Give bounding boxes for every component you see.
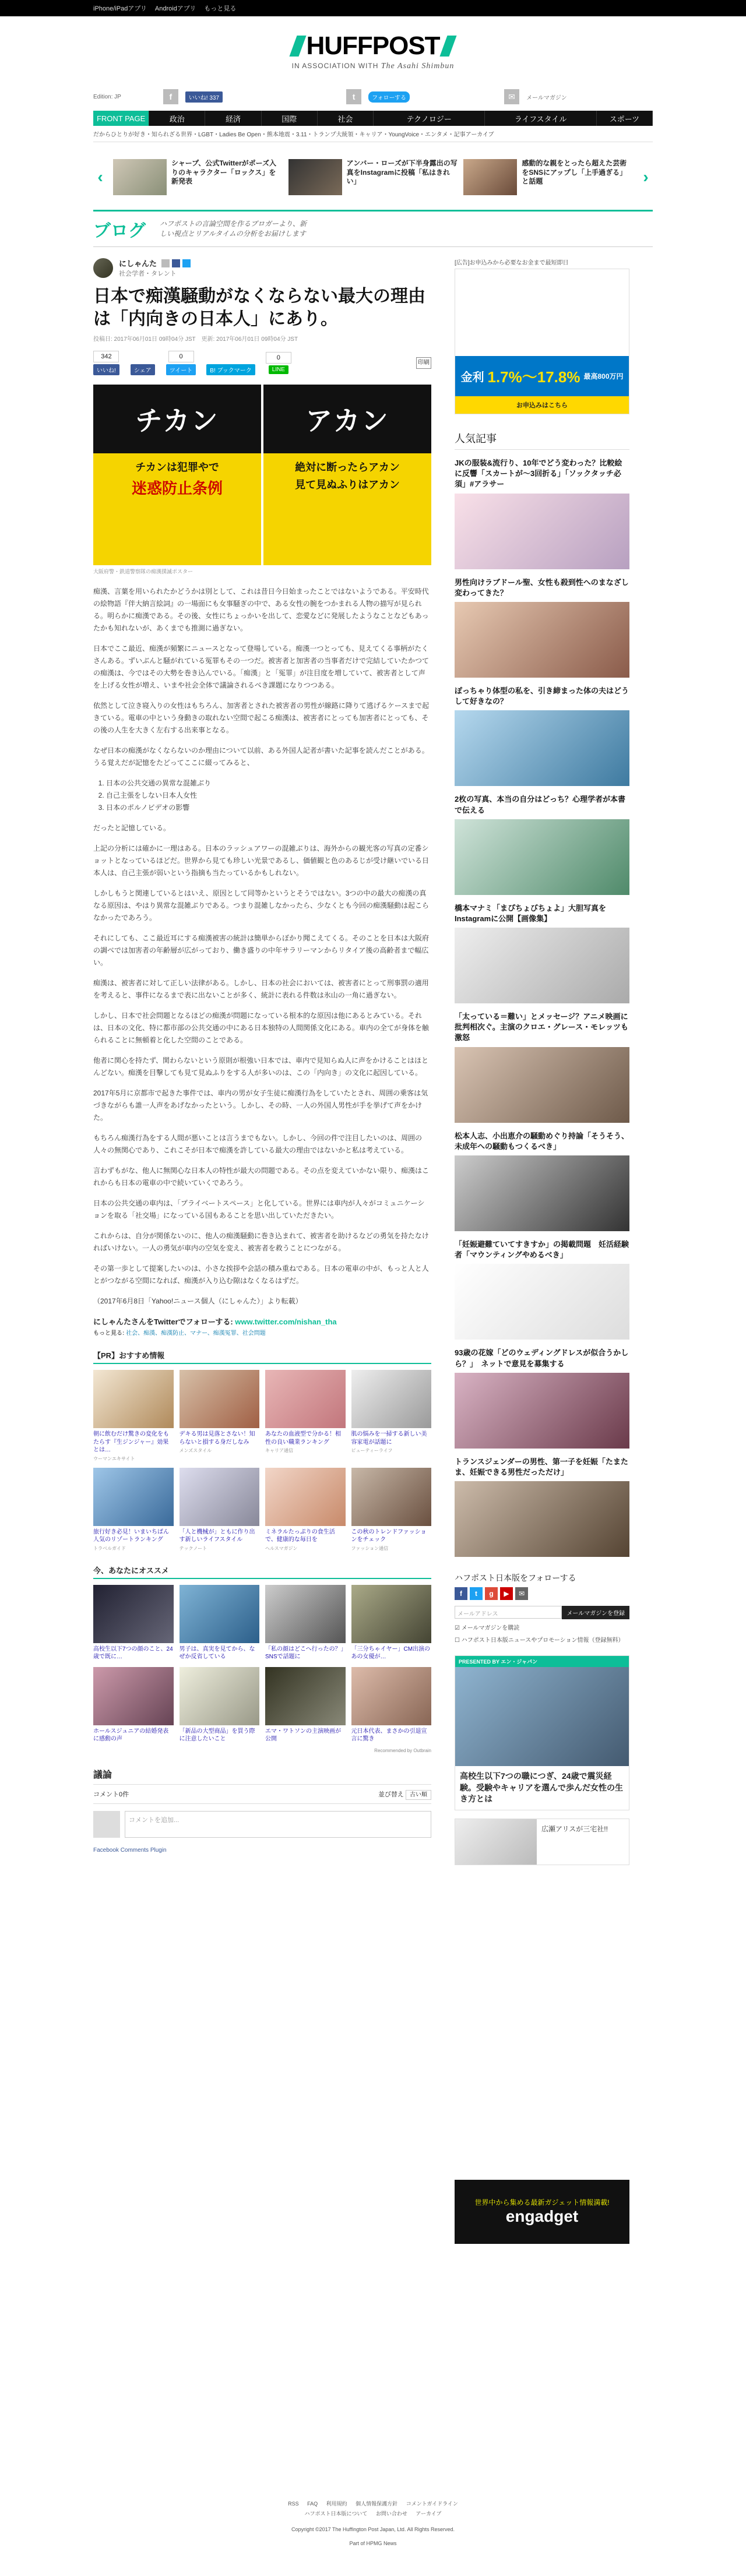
twitter-icon[interactable]: t bbox=[470, 1587, 483, 1600]
edition-label[interactable]: Edition: JP bbox=[93, 93, 121, 100]
author-avatar[interactable] bbox=[93, 258, 113, 278]
carousel-item[interactable]: 感動的な親をとったら超えた芸術をSNSにアップし「上手過ぎる」と話題 bbox=[463, 159, 633, 195]
body-paragraph: 2017年5月に京都市で起きた事件では、車内の男が女子生徒に痴漢行為をしていたとされ、周囲の乗客は気づきながらも誰一人声をあげなかったという。しかし、その時、一人の外国人男性が手を挙げて声をかけた。 bbox=[93, 1089, 428, 1122]
presented-box[interactable]: PRESENTED BY エン・ジャパン 高校生以下7つの職につぎ、24歳で震災経験。受験やキャリアを選んで歩んだ女性の生き方とは bbox=[455, 1655, 629, 1810]
footer-link[interactable]: 個人情報保護方針 bbox=[356, 2501, 398, 2507]
popular-item[interactable]: 橋本マナミ「まぴちょびちょよ」大胆写真をInstagramに公開【画像集】 bbox=[455, 903, 629, 1003]
footer-link[interactable]: お問い合わせ bbox=[375, 2511, 407, 2517]
footer-link[interactable]: RSS bbox=[288, 2501, 299, 2507]
popular-title: 人気記事 bbox=[455, 431, 629, 450]
body-paragraph: 日本でここ最近、痴漢が頻繁にニュースとなって登場している。痴漢一つとっても、見えてくる事柄がたくさんある。ずいぶんと騒がれている冤罪もその一つだ。被害者と加害者の当事者だけで完結していたかつての痴漢は、今ではその大勢を巻き込んでいる。「痴漢」と「冤罪」が注目度を増していて、被害者として声を上げる女性が増え、いまや社会全体で議論されるべき課題になりつつある。 bbox=[93, 644, 430, 689]
body-paragraph: だったと記憶している。 bbox=[93, 824, 171, 832]
line-count: 0 bbox=[266, 352, 291, 364]
author-twitter-icon[interactable] bbox=[182, 259, 191, 267]
author-follow-line: にしゃんたさんをTwitterでフォローする: www.twitter.com/nishan_tha bbox=[93, 1317, 337, 1326]
pr-tile[interactable]: 朝に飲むだけ驚きの変化をもたらす『生ジンジャー』効果とは… ウーマンエキサイト bbox=[93, 1370, 174, 1462]
body-paragraph: その第一歩として提案したいのは、小さな挨拶や会話の積み重ねである。日本の電車の中が、もっと人と人とがつながる空間になれば、痴漢が入り込む隙はなくなるはずだ。 bbox=[93, 1264, 429, 1285]
popular-item[interactable]: トランスジェンダーの男性、第一子を妊娠「たまたま、妊娠できる男性だっただけ」 bbox=[455, 1457, 629, 1557]
recommend-tile[interactable]: ホールスジュニアの結婚発表に感動の声 bbox=[93, 1667, 174, 1743]
tags-row: もっと見る: 社会、痴漢、痴漢防止、マナー、痴漢冤罪、社会問題 bbox=[93, 1330, 266, 1337]
hero-left-title: チカン bbox=[93, 385, 261, 453]
popular-item[interactable]: JKの服装&流行り、10年でどう変わった？比較絵に反響「スカートが〜3回折る」「ソックタッチ必須」#アラサー bbox=[455, 458, 629, 569]
pr-grid bbox=[93, 1370, 431, 1552]
blog-description: ハフポストの言論空間を作るブロガーより、新 しい視点とリアルタイムの分析をお届けします bbox=[160, 220, 307, 238]
body-paragraph: 言わずもがな、他人に無関心な日本人の特性が最大の問題である。その点を変えていかない限り、痴漢はこれからも日本の電車の中で続いていくであろう。 bbox=[93, 1167, 430, 1187]
list-item: 2. 自己主張をしない日本人女性 bbox=[106, 790, 431, 802]
logo-mark-icon bbox=[290, 36, 307, 57]
nav-society[interactable]: 社会 bbox=[318, 111, 374, 126]
footer-link[interactable]: 利用規約 bbox=[326, 2501, 347, 2507]
outbrain-credit[interactable]: Recommended by Outbrain bbox=[374, 1747, 431, 1753]
tweet-count: 0 bbox=[168, 351, 194, 362]
carousel-item[interactable]: シャープ、公式Twitterがポーズ入りのキャラクター「ロックス」を新発表 bbox=[113, 159, 283, 195]
hero-image bbox=[93, 385, 431, 565]
body-paragraph: 痴漢は、被害者に対して正しい法律がある。しかし、日本の社会においては、被害者にとって刑事罰の適用を考えると、事件になるまで表に出ないことが多く、統計に表れる件数は氷山の一角に過ぎない。 bbox=[93, 979, 429, 999]
author-role: 社会学者・タレント bbox=[119, 270, 177, 277]
pr-tile[interactable]: 「人と機械が」ともに作り出す新しいライフスタイル テックノート bbox=[180, 1468, 260, 1552]
blog-title[interactable]: ブログ bbox=[93, 221, 146, 241]
body-paragraph: 日本の公共交通の車内は、「プライベートスペース」と化している。世界には車内が人々がコミュニケーションを取る「社交場」になっている国もあることを思い出していただきたい。 bbox=[93, 1199, 425, 1220]
hero-right-line: 絶対に断ったらアカン bbox=[295, 461, 400, 473]
hero-right-title: アカン bbox=[263, 385, 431, 453]
body-paragraph: しかしもうと関連しているとはいえ、原因として同等かというとそうではない。3つの中の最大の痴漢の真なる原因は、やはり異常な混雑ぶりである。つまり混雑しなかったら、少なくとも今回の痴漢騒動は起こらなかったであろう。 bbox=[93, 889, 430, 922]
fb-like-button[interactable]: いいね! 337 bbox=[185, 91, 223, 103]
footer-link[interactable]: アーカイブ bbox=[416, 2511, 442, 2517]
carousel-image bbox=[288, 159, 342, 195]
pr-tile[interactable]: この秋のトレンドファッションをチェック ファッション通信 bbox=[351, 1468, 432, 1552]
sub-nav[interactable]: だからひとりが好き・知られざる世界・LGBT・Ladies Be Open・熊本地震・3.11・トランプ大統領・キャリア・YoungVoice・エンタメ・記事アーカイブ bbox=[93, 126, 653, 142]
popular-item[interactable]: 松本人志、小出恵介の騒動めぐり持論「そうそう、未成年への騒動もつくるべき」 bbox=[455, 1131, 629, 1231]
popular-item[interactable]: 男性向けラブドール聖、女性も殺到性へのまなざし変わってきた？ bbox=[455, 577, 629, 678]
article-dates: 投稿日: 2017年06月01日 09時04分 JST 更新: 2017年06月01日 09時04分 JST bbox=[93, 336, 298, 343]
carousel-next-icon[interactable]: › bbox=[643, 168, 649, 186]
comment-count: コメント0件 bbox=[93, 1791, 129, 1798]
body-paragraph: これからは、自分が関係ないのに、他人の痴漢騒動に巻き込まれて、被害者を助けるなどの勇気を持たなければいけない。一人の勇気が車内の空気を変え、被害者を救うことにつながる。 bbox=[93, 1232, 429, 1252]
topbar-more-link[interactable]: もっと見る bbox=[204, 5, 237, 12]
pr-tile[interactable]: ミネラルたっぷりの食生活で、健康的な毎日を ヘルスマガジン bbox=[265, 1468, 346, 1552]
line-button[interactable]: LINE bbox=[269, 365, 288, 374]
nav-politics[interactable]: 政治 bbox=[149, 111, 205, 126]
recommend-tile[interactable]: 「三分ちゃイヤー」CM出演のあの女優が… bbox=[351, 1585, 432, 1661]
nav-technology[interactable]: テクノロジー bbox=[374, 111, 485, 126]
comment-input[interactable]: コメントを追加... bbox=[125, 1811, 431, 1838]
recommend-tile[interactable]: 高校生以下7つの顔のこと、24歳で既に… bbox=[93, 1585, 174, 1661]
engadget-banner[interactable]: 世界中から集める最新ガジェット情報満載! engadget bbox=[455, 2180, 629, 2244]
pr-section-title: 【PR】おすすめ情報 bbox=[93, 1349, 431, 1364]
body-paragraph: 痴漢、言葉を用いられたかどうかは別として、これは昔日今日始まったことではないようである。平安時代の絵物語『伴大納言絵詞』の一場面にも女事騒ぎの中で、ある女性の腕をつかまれる人物の描写が見られる。明らかに痴漢である。その後、女性にちょっかいを出して、恋愛などに発展したようなことなどもあったかも知れないが、あくまでも推測に過ぎない。 bbox=[93, 587, 429, 632]
list-item: 1. 日本の公共交通の異常な混雑ぶり bbox=[106, 777, 431, 790]
footer-link[interactable]: ハフポスト日本版について bbox=[304, 2511, 368, 2517]
top-bar bbox=[0, 0, 746, 16]
reason-list bbox=[106, 777, 431, 814]
recommend-section-title: 今、あなたにオススメ bbox=[93, 1564, 431, 1579]
pr-tile[interactable]: 旅行好き必見！いまいちばん人気のリゾートランキング トラベルガイド bbox=[93, 1468, 174, 1552]
author-twitter-link[interactable]: www.twitter.com/nishan_tha bbox=[235, 1317, 337, 1326]
recommend-tile[interactable]: 男子は、真実を見てから、なぜか反省している bbox=[180, 1585, 260, 1661]
nav-international[interactable]: 国際 bbox=[262, 111, 318, 126]
recommend-tile[interactable]: 「新品の大型商品」を買う際に注意したいこと bbox=[180, 1667, 260, 1743]
twitter-icon[interactable]: t bbox=[346, 89, 361, 104]
footer-link[interactable]: コメントガイドライン bbox=[406, 2501, 458, 2507]
social-row bbox=[93, 86, 653, 107]
comment-bar: コメント0件 並び替え 古い順 bbox=[93, 1789, 431, 1804]
pr-tile[interactable]: 肌の悩みを一掃する新しい美容家電が話題に ビューティーライフ bbox=[351, 1370, 432, 1462]
author-name[interactable]: にしゃんた bbox=[119, 259, 157, 268]
pr-tile[interactable]: デキる男は見落とさない！知らないと損する身だしなみ メンズスタイル bbox=[180, 1370, 260, 1462]
tweet-button[interactable]: ツイート bbox=[166, 364, 196, 375]
nav-lifestyle[interactable]: ライフスタイル bbox=[485, 111, 596, 126]
masthead bbox=[93, 16, 653, 86]
body-paragraph: 上記の分析には確かに一理はある。日本のラッシュアワーの混雑ぶりは、海外からの観光客の写真の定番ショットとなっているほどだ。世界から見ても珍しい光景であるし、価値観と色のあるじが受け継いでいる日本人は、自己主張が弱いという指摘も当たっているかもしれない。 bbox=[93, 844, 430, 877]
comments-title: 議論 bbox=[93, 1767, 431, 1785]
sidebar-ad-2[interactable]: 広瀬アリスが三宅社!! bbox=[455, 1819, 629, 1865]
footer-links bbox=[0, 2500, 746, 2507]
author-feed-icon[interactable] bbox=[161, 259, 170, 267]
popular-item[interactable]: ぽっちゃり体型の私を、引き締まった体の夫はどうして好きなの？ bbox=[455, 686, 629, 786]
mail-magazine-link[interactable]: メールマガジン bbox=[526, 94, 567, 101]
hero-left-line: チカンは犯罪やで bbox=[135, 461, 219, 473]
mail-signup bbox=[455, 1606, 629, 1619]
article-body bbox=[93, 586, 431, 1308]
mail-icon[interactable]: ✉ bbox=[515, 1587, 528, 1600]
google-plus-icon[interactable]: g bbox=[485, 1587, 498, 1600]
topbar-ios-link[interactable]: iPhone/iPadアプリ bbox=[93, 5, 147, 12]
body-paragraph: しかし、日本で社会問題となるほどの痴漢が問題になっている根本的な原因は他にあるとみている。それは、日本の文化、特に都市部の公共交通の中にある日本独特の人間関係文化にある。車内の全てが身体を触られることに無頓着と化した空間のことである。 bbox=[93, 1012, 430, 1044]
footer-link[interactable]: FAQ bbox=[307, 2501, 318, 2507]
hatena-button[interactable]: B! ブックマーク bbox=[206, 364, 255, 375]
author-block bbox=[93, 258, 431, 278]
mail-checkbox-1[interactable]: ☑ メールマガジンを購読 bbox=[455, 1625, 520, 1632]
footer bbox=[0, 2500, 746, 2546]
body-paragraph: 依然として泣き寝入りの女性はもちろん、加害者とされた被害者の男性が線路に降りて逃げるケースまで起きている。電車の中という身動きの取れない空間で起こる痴漢は、被害者にとっても加害者にとっても、その後の人生を大きく左右する出来事となる。 bbox=[93, 702, 430, 734]
carousel-image bbox=[113, 159, 167, 195]
comment-sort-select[interactable]: 古い順 bbox=[406, 1790, 431, 1800]
recommend-tile[interactable]: エマ・ワトソンの主演映画が公開 bbox=[265, 1667, 346, 1743]
popular-item[interactable]: 「太っている＝難い」とメッセージ？アニメ映画に批判相次ぐ。主演のクロエ・グレース・モレッツも激怒 bbox=[455, 1012, 629, 1123]
body-paragraph: もちろん痴漢行為をする人間が悪いことは言うまでもない。しかし、今回の件で注目したいのは、周囲の人々の無関心であり、これこそが日本で痴漢を許している最大の理由ではないかと私は考えている。 bbox=[93, 1134, 423, 1154]
hero-caption: 大阪府警・鉄道警察隊の痴漢撲滅ポスター bbox=[93, 569, 193, 575]
topbar-android-link[interactable]: Androidアプリ bbox=[154, 5, 196, 12]
share-row bbox=[93, 351, 431, 375]
sidebar-ad[interactable]: 金利 1.7%〜17.8% 最高800万円 お申込みはこちら bbox=[455, 269, 629, 414]
body-paragraph: 他者に関心を持たず、関わらないという原則が根強い日本では、車内で見知らぬ人に声をかけることはほとんどない。痴漢を目撃しても見て見ぬふりをする人が多いのは、この「内向き」の文化に起因している。 bbox=[93, 1056, 429, 1077]
hero-left-line2: 迷惑防止条例 bbox=[132, 479, 223, 497]
pr-tile[interactable]: あなたの血液型で分かる！相性の良い職業ランキング キャリア通信 bbox=[265, 1370, 346, 1462]
youtube-icon[interactable]: ▶ bbox=[500, 1587, 513, 1600]
copyright: Copyright ©2017 The Huffington Post Japan, Ltd. All Rights Reserved. bbox=[291, 2526, 455, 2532]
recommend-grid bbox=[93, 1585, 431, 1743]
carousel-item[interactable]: アンバー・ローズが下半身露出の写真をInstagramに投稿「私はきれい」 bbox=[288, 159, 458, 195]
commenter-avatar bbox=[93, 1811, 120, 1838]
mail-checkbox-2[interactable]: ☐ ハフポスト日本版ニュースやプロモーション情報（登録無料） bbox=[455, 1637, 624, 1644]
ad-label: [広告]お申込みから必要なお金まで最短即日 bbox=[455, 260, 569, 266]
part-of: Part of HPMG News bbox=[349, 2540, 397, 2546]
huffpost-logo[interactable]: HUFFPOST bbox=[293, 31, 452, 61]
recommend-tile[interactable]: 「私の顔はどこへ行ったの？」SNSで話題に bbox=[265, 1585, 346, 1661]
carousel-prev-icon[interactable]: ‹ bbox=[97, 168, 103, 186]
comment-box bbox=[93, 1811, 431, 1838]
logo-sub: IN ASSOCIATION WITH The Asahi Shimbun bbox=[291, 62, 455, 71]
article-headline: 日本で痴漢騒動がなくならない最大の理由は「内向きの日本人」にあり。 bbox=[93, 287, 425, 329]
nav-economy[interactable]: 経済 bbox=[205, 111, 261, 126]
popular-item[interactable]: 2枚の写真、本当の自分はどっち？心理学者が本書で伝える bbox=[455, 794, 629, 894]
fb-share-button[interactable]: シェア bbox=[131, 364, 155, 375]
mail-submit-button[interactable]: メールマガジンを登録 bbox=[562, 1606, 629, 1619]
list-item: 3. 日本のポルノビデオの影響 bbox=[106, 802, 431, 814]
print-icon[interactable]: 印刷 bbox=[416, 357, 431, 369]
body-paragraph: それにしても、ここ最近耳にする痴漢被害の統計は簡単からぼかり聞こえてくる。そのことを日本は大阪府の調べでは加害者の年齢層が広がっており、働き盛りの中年サラリーマンからリタイア後の高齢者まで幅広い。 bbox=[93, 934, 430, 967]
follow-icons bbox=[455, 1587, 629, 1600]
fb-comments-plugin-link[interactable]: Facebook Comments Plugin bbox=[93, 1846, 167, 1853]
article-main bbox=[93, 258, 431, 2244]
main-nav bbox=[93, 111, 653, 126]
author-facebook-icon[interactable] bbox=[172, 259, 180, 267]
nav-front-page[interactable]: FRONT PAGE bbox=[93, 111, 149, 126]
tag-links[interactable]: 社会、痴漢、痴漢防止、マナー、痴漢冤罪、社会問題 bbox=[126, 1330, 266, 1337]
carousel-image bbox=[463, 159, 517, 195]
mail-icon[interactable]: ✉ bbox=[504, 89, 519, 104]
facebook-icon[interactable]: f bbox=[455, 1587, 467, 1600]
featured-carousel bbox=[93, 148, 653, 206]
source-note: （2017年6月8日「Yahoo!ニュース個人（にしゃんた）」より転載） bbox=[93, 1297, 302, 1305]
fb-like-share-button[interactable]: いいね! bbox=[93, 364, 119, 375]
popular-item[interactable]: 「妊娠避難ていてすきすか」の掲載問題 妊活経験者「マウンティングやめるべき」 bbox=[455, 1239, 629, 1340]
twitter-follow-button[interactable]: フォローする bbox=[368, 91, 410, 103]
logo-mark-icon bbox=[439, 36, 456, 57]
follow-title: ハフポスト日本版をフォローする bbox=[455, 1573, 576, 1583]
fb-like-count: 342 bbox=[93, 351, 119, 362]
nav-sports[interactable]: スポーツ bbox=[597, 111, 653, 126]
popular-item[interactable]: 93歳の花嫁「どのウェディングドレスが似合うかしら？」 ネットで意見を募集する bbox=[455, 1348, 629, 1448]
body-paragraph: なぜ日本の痴漢がなくならないのか理由について以前、ある外国人記者が書いた記事を読んだことがある。うる覚えだが記憶をたどってここに綴ってみると、 bbox=[93, 746, 429, 767]
facebook-icon[interactable]: f bbox=[163, 89, 178, 104]
sidebar bbox=[455, 258, 629, 2244]
mail-input[interactable]: メールアドレス bbox=[455, 1606, 562, 1619]
blog-header bbox=[93, 210, 653, 247]
recommend-tile[interactable]: 元日本代表、まさかの引退宣言に驚き bbox=[351, 1667, 432, 1743]
hero-right-line2: 見て見ぬふりはアカン bbox=[295, 478, 400, 491]
